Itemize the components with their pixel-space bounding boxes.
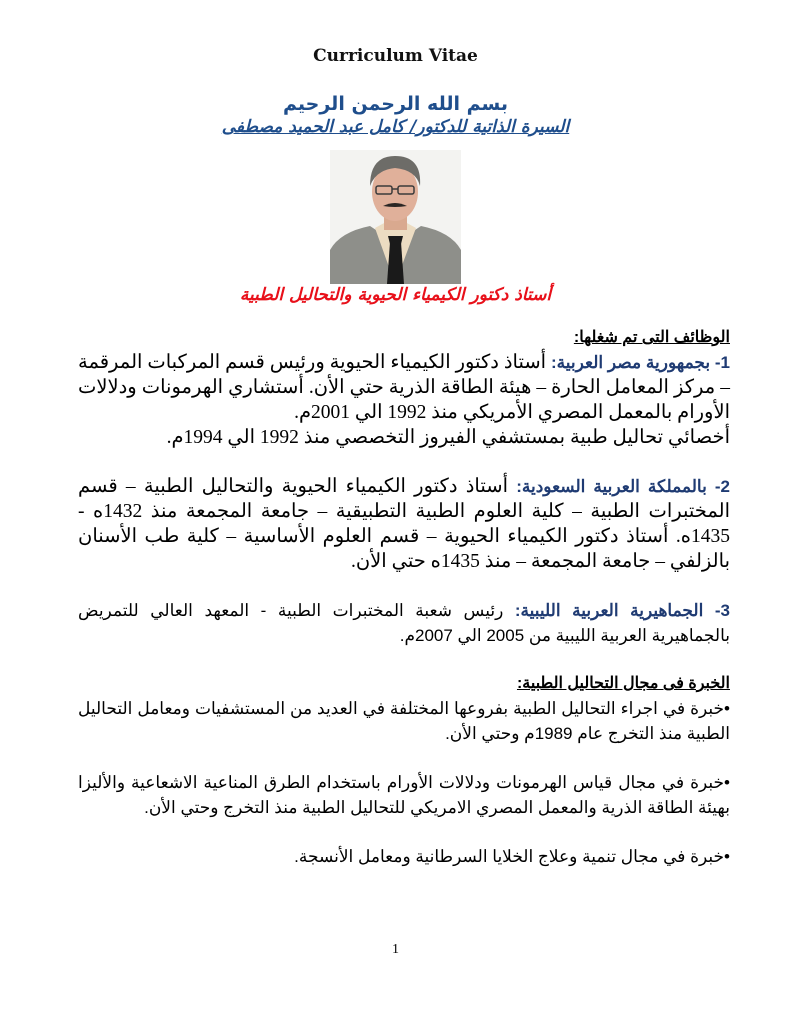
position-saudi [78,474,730,574]
position-lead: 3- الجماهيرية العربية الليبية: [514,601,730,620]
position-libya [78,598,730,648]
position-text: أستاذ دكتور الكيمياء الحيوية والتحاليل الطبية – قسم المختبرات الطبية – كلية العلوم الطبية التطبيقية – جامعة المجمعة منذ 1432ه - 1435ه. أستاذ دكتور الكيمياء الحيوية – قسم العلوم الأساسية – كلية طب الأسنان بالزلفي – جامعة المجمعة – منذ 1435ه حتي الأن. [78,476,730,572]
experience-bullet: •خبرة في مجال تنمية وعلاج الخلايا السرطانية ومعامل الأنسجة. [294,847,730,866]
position-text: أستاذ دكتور الكيمياء الحيوية ورئيس قسم المركبات المرقمة – مركز المعامل الحارة – هيئة الطاقة الذرية حتي الأن. أستشاري الهرمونات ودلالات الأورام بالمعمل المصري الأمريكي منذ 1992 الي 2001م. [78,352,730,423]
experience-bullet: •خبرة في اجراء التحاليل الطبية بفروعها المختلفة في العديد من المستشفيات ومعامل التحاليل الطبية منذ التخرج عام 1989م وحتي الأن. [78,699,730,743]
position-text: رئيس شعبة المختبرات الطبية - المعهد العالي للتمريض بالجماهيرية العربية الليبية من 2005 الي 2007م. [78,601,730,645]
positions-heading: الوظائف التى تم شغلها: [573,329,730,346]
position-lead: 1- بجمهورية مصر العربية: [551,353,730,372]
portrait-icon [330,150,461,284]
experience-heading: الخبرة فى مجال التحاليل الطبية: [516,675,730,692]
cv-subtitle: السيرة الذاتية للدكتور/ كامل عبد الحميد مصطفى [221,117,570,137]
position-lead: 2- بالمملكة العربية السعودية: [516,477,731,496]
cv-body [78,326,730,869]
position-egypt-extra: أخصائي تحاليل طبية بمستشفي الفيروز التخصصي منذ 1992 الي 1994م. [166,427,730,448]
cv-title: Curriculum Vitae [313,46,478,66]
experience-bullet: •خبرة في مجال قياس الهرمونات ودلالات الأورام باستخدام الطرق المناعية الاشعاعية والأليزا بهيئة الطاقة الذرية والمعمل المصري الامريكي للتحاليل الطبية منذ التخرج وحتي الأن. [78,773,730,817]
portrait-photo [330,150,461,284]
basmala: بسم الله الرحمن الرحيم [283,93,508,115]
page-number: 1 [392,942,399,957]
job-title: أستاذ دكتور الكيمياء الحيوية والتحاليل الطبية [239,285,552,305]
position-egypt [78,350,730,425]
